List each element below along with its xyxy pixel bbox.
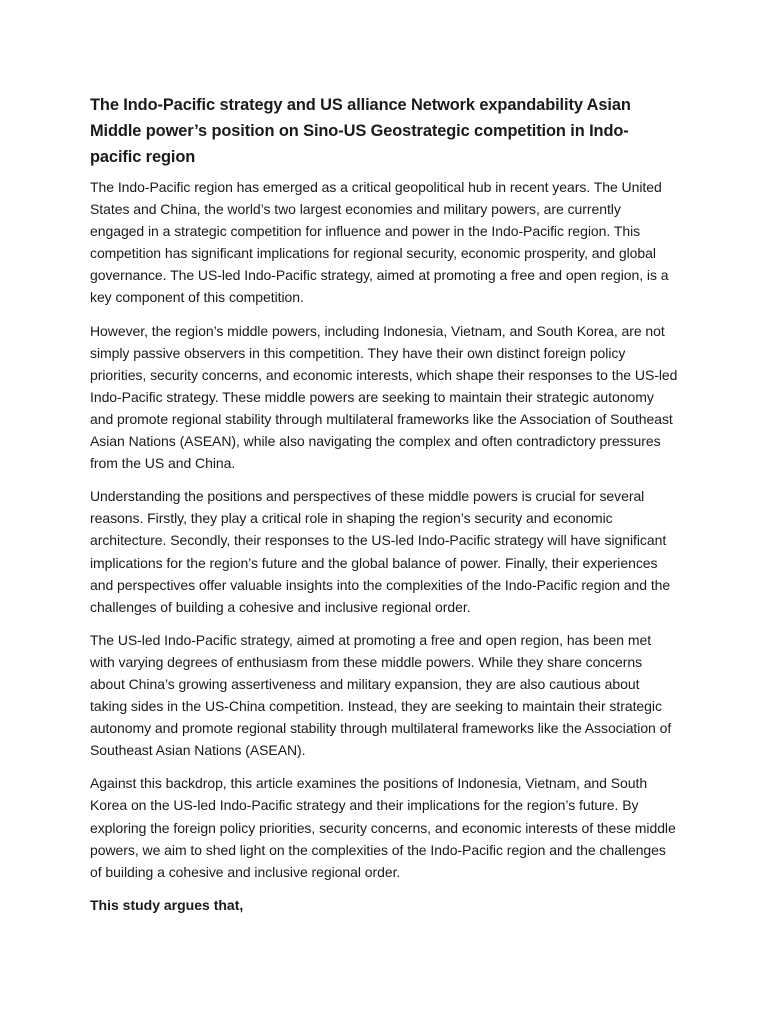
paragraph-intro: The Indo-Pacific region has emerged as a critical geopolitical hub in recent years. The United States and China, the world’s two largest economies and military powers, are currently engaged in a strategic competition for influence and power in the Indo-Pacific region. This competition has significant implications for regional security, economic prosperity, and global governance. The US-led Indo-Pacific strategy, aimed at promoting a free and open region, is a key component of this competition. <box>90 179 669 306</box>
document-title: The Indo-Pacific strategy and US alliance Network expandability Asian Middle power’s position on Sino-US Geostrategic competition in Indo-pacific region <box>90 96 631 166</box>
closing-statement: This study argues that, <box>90 896 244 913</box>
document-page <box>90 92 678 916</box>
paragraph-strategy-reception: The US-led Indo-Pacific strategy, aimed at promoting a free and open region, has been met with varying degrees of enthusiasm from these middle powers. While they share concerns about China’s growing assertiveness and military expansion, they are also cautious about taking sides in the US-China competition. Instead, they are seeking to maintain their strategic autonomy and promote regional stability through multilateral frameworks like the Association of Southeast Asian Nations (ASEAN). <box>90 631 672 759</box>
paragraph-importance: Understanding the positions and perspectives of these middle powers is crucial for several reasons. Firstly, they play a critical role in shaping the region’s security and economic architecture. Secondly, their responses to the US-led Indo-Pacific strategy will have significant implications for the region’s future and the global balance of power. Finally, their experiences and perspectives offer valuable insights into the complexities of the Indo-Pacific region and the challenges of building a cohesive and inclusive regional order. <box>90 488 671 615</box>
paragraph-article-scope: Against this backdrop, this article examines the positions of Indonesia, Vietnam, and South Korea on the US-led Indo-Pacific strategy and their implications for the region’s future. By exploring the foreign policy priorities, security concerns, and economic interests of these middle powers, we aim to shed light on the complexities of the Indo-Pacific region and the challenges of building a cohesive and inclusive regional order. <box>90 775 676 880</box>
paragraph-middle-powers: However, the region’s middle powers, including Indonesia, Vietnam, and South Korea, are not simply passive observers in this competition. They have their own distinct foreign policy priorities, security concerns, and economic interests, which shape their responses to the US-led Indo-Pacific strategy. These middle powers are seeking to maintain their strategic autonomy and promote regional stability through multilateral frameworks like the Association of Southeast Asian Nations (ASEAN), while also navigating the complex and often contradictory pressures from the US and China. <box>90 322 678 472</box>
